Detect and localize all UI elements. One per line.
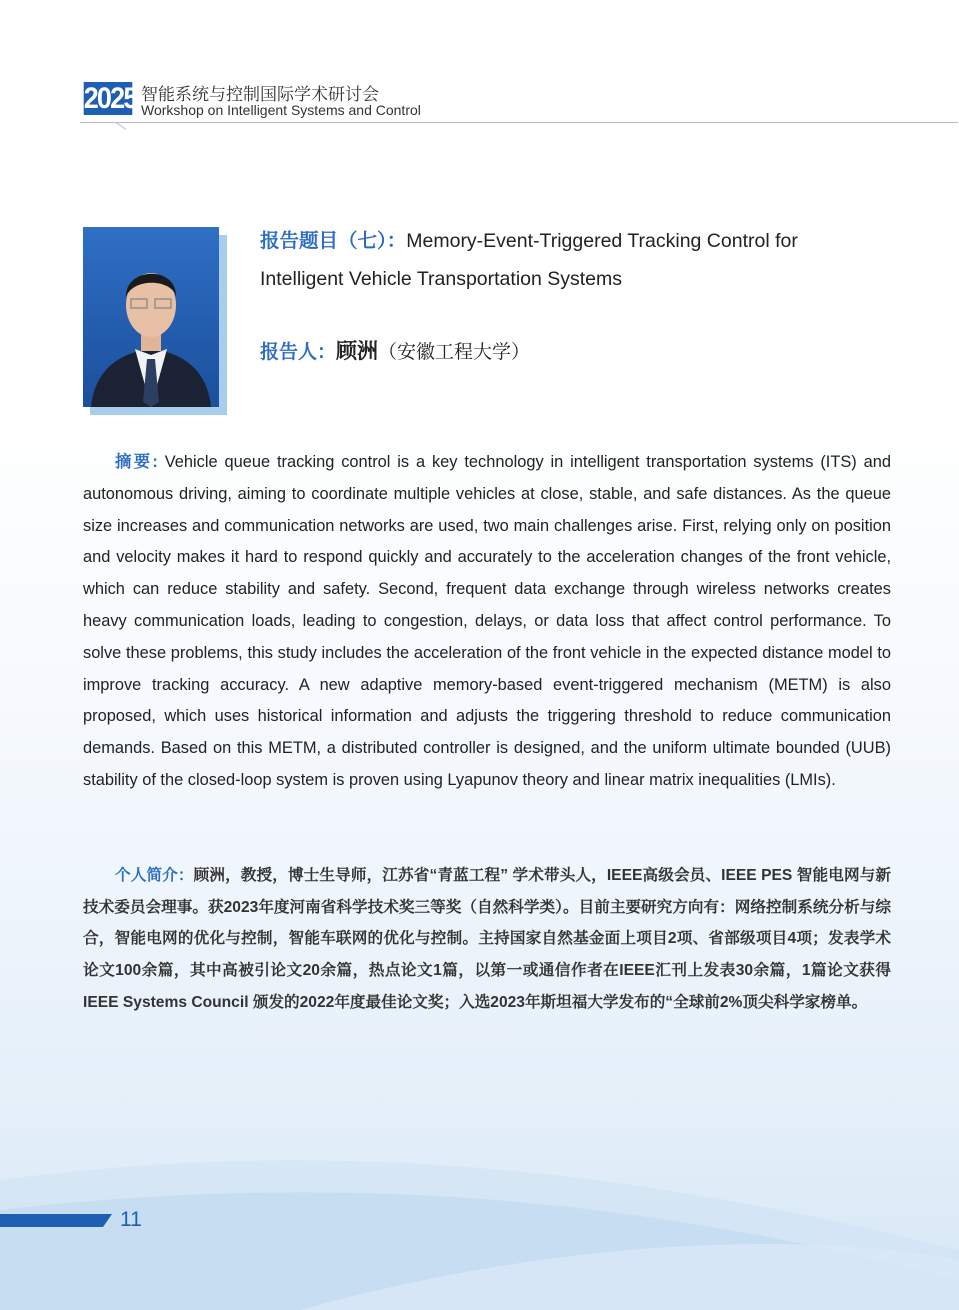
speaker-line <box>260 335 530 365</box>
background-waves <box>0 1120 959 1310</box>
header-title-en: Workshop on Intelligent Systems and Control <box>141 102 421 118</box>
abstract <box>83 447 891 797</box>
report-title-label: 报告题目（七）： <box>260 230 407 252</box>
speaker-name: 顾洲 <box>336 340 379 363</box>
bio-text: 顾洲，教授，博士生导师，江苏省“青蓝工程” 学术带头人，IEEE高级会员、IEEE PES 智能电网与新技术委员会理事。获2023年度河南省科学技术奖三等奖（自然科学类）。目前主要研究方向有：网络控制系统分析与综合，智能电网的优化与控制，智能车联网的优化与控制。主持国家自然基金面上项目2项、省部级项目4项；发表学术论文100余篇，其中高被引论文20余篇，热点论文1篇，以第一或通信作者在IEEE汇刊上发表30余篇，1篇论文获得IEEE Systems Council 颁发的2022年度最佳论文奖；入选2023年斯坦福大学发布的“全球前2%顶尖科学家榜单。 <box>83 867 891 1011</box>
header-title-cn: 智能系统与控制国际学术研讨会 <box>141 85 379 104</box>
biography <box>83 860 891 1019</box>
speaker-label: 报告人： <box>260 342 337 363</box>
page-number-bar <box>0 1214 112 1227</box>
speaker-affiliation: （安徽工程大学） <box>378 342 531 363</box>
report-title-text: Memory-Event-Triggered Tracking Control for Intelligent Vehicle Transportation Systems <box>260 230 798 290</box>
header-divider <box>80 122 958 123</box>
logo-2025: 2025 <box>83 82 137 115</box>
speaker-photo <box>83 227 219 407</box>
abstract-label: 摘要: <box>115 453 158 471</box>
bio-label: 个人简介： <box>115 867 194 884</box>
abstract-text: Vehicle queue tracking control is a key technology in intelligent transportation systems (ITS) and autonomous driving, aiming to coordinate multiple vehicles at close, stable, and safe distances. As the queue size increases and communication networks are used, two main challenges arise. First, relying only on position and velocity makes it hard to respond quickly and accurately to the acceleration changes of the front vehicle, which can reduce stability and safety. Second, frequent data exchange through wireless networks creates heavy communication loads, leading to congestion, delays, or data loss that affect control performance. To solve these problems, this study includes the acceleration of the front vehicle in the expected distance model to improve tracking accuracy. A new adaptive memory-based event-triggered mechanism (METM) is also proposed, which uses historical information and adjusts the triggering threshold to reduce communication demands. Based on this METM, a distributed controller is designed, and the uniform ultimate bounded (UUB) stability of the closed-loop system is proven using Lyapunov theory and linear matrix inequalities (LMIs). <box>83 453 891 789</box>
report-title <box>260 222 840 298</box>
page-number: 11 <box>120 1208 142 1231</box>
header-divider-tick <box>116 122 126 130</box>
